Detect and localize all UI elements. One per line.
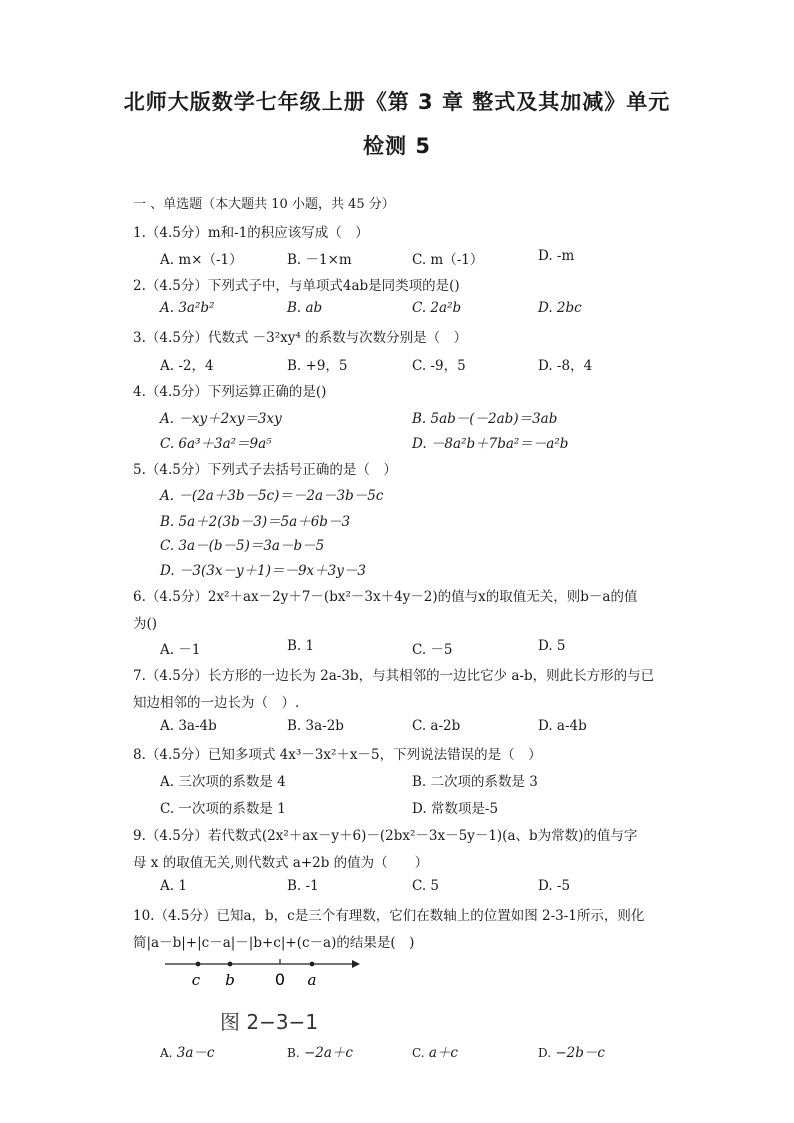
question-4-stem: 4.（4.5分）下列运算正确的是() [133, 384, 327, 400]
point-b-label: b [225, 971, 235, 989]
point-b-dot [228, 962, 233, 967]
question-10-option-b[interactable] [287, 1041, 353, 1061]
point-a-dot [310, 962, 315, 967]
question-7-option-d[interactable]: D. a-4b [538, 718, 587, 734]
question-4-option-c[interactable]: C. 6a³＋3a²＝9a⁵ [160, 436, 272, 452]
question-10-option-d[interactable] [538, 1041, 605, 1061]
question-3-option-c[interactable]: C. -9，5 [412, 358, 466, 374]
question-5-option-a[interactable]: A. －(2a＋3b－5c)＝－2a－3b－5c [160, 488, 384, 504]
question-9-option-b[interactable]: B. -1 [287, 878, 319, 894]
question-10-stem: 10.（4.5分）已知a，b，c是三个有理数，它们在数轴上的位置如图 2-3-1所示，则化 [133, 908, 645, 924]
question-7-stem: 7.（4.5分）长方形的一边长为 2a-3b，与其相邻的一边比它少 a-b，则此长方形的与已 [133, 668, 655, 684]
page-title-line-2: 检测 5 [363, 134, 431, 158]
question-6-stem-cont: 为() [133, 616, 158, 632]
question-8-option-c[interactable]: C. 一次项的系数是 1 [160, 801, 286, 817]
question-1-option-d[interactable]: D. -m [538, 248, 575, 264]
option-letter: A. [160, 1046, 173, 1060]
question-6-option-a[interactable]: A. －1 [160, 642, 201, 658]
figure-caption: 图 2−3−1 [220, 1010, 319, 1034]
question-6-option-c[interactable]: C. －5 [412, 642, 453, 658]
number-line-arrow [352, 960, 360, 968]
question-9-option-d[interactable]: D. -5 [538, 878, 571, 894]
question-10-stem-cont: 简|a－b|+|c－a|－|b+c|+(c－a)的结果是( ) [133, 935, 415, 951]
question-8-option-a[interactable]: A. 三次项的系数是 4 [160, 774, 286, 790]
option-expression: a＋c [428, 1045, 458, 1061]
question-2-option-b[interactable]: B. ab [287, 300, 323, 316]
question-10-option-a[interactable] [160, 1041, 214, 1061]
question-9-stem-cont: 母 x 的取值无关,则代数式 a+2b 的值为（ ） [133, 855, 429, 871]
question-1-option-a[interactable]: A. m×（-1） [160, 252, 243, 268]
question-3-option-b[interactable]: B. +9，5 [287, 358, 348, 374]
section-header: 一 、单选题（本大题共 10 小题，共 45 分） [133, 197, 395, 212]
question-8-stem: 8.（4.5分）已知多项式 4x³－3x²＋x－5，下列说法错误的是（ ） [133, 747, 542, 763]
question-3-option-a[interactable]: A. -2，4 [160, 358, 214, 374]
page-title-line-1: 北师大版数学七年级上册《第 3 章 整式及其加减》单元 [123, 90, 671, 114]
option-expression: −2b－c [555, 1045, 605, 1061]
question-8-option-b[interactable]: B. 二次项的系数是 3 [412, 774, 538, 790]
question-6-stem: 6.（4.5分）2x²＋ax－2y＋7－(bx²－3x＋4y－2)的值与x的取值无关，则b－a的值 [133, 589, 638, 605]
question-10-option-c[interactable] [412, 1041, 458, 1061]
question-7-stem-cont: 知边相邻的一边长为（ ）. [133, 695, 300, 711]
origin-label: 0 [274, 970, 286, 989]
question-2-option-d[interactable]: D. 2bc [538, 300, 582, 316]
question-9-option-a[interactable]: A. 1 [160, 878, 187, 894]
question-2-stem: 2.（4.5分）下列式子中，与单项式4ab是同类项的是() [133, 278, 460, 294]
option-expression: −2a＋c [303, 1045, 353, 1061]
question-8-option-d[interactable]: D. 常数项是-5 [412, 801, 499, 817]
question-9-option-c[interactable]: C. 5 [412, 878, 440, 894]
option-letter: D. [538, 1046, 552, 1060]
question-7-option-b[interactable]: B. 3a-2b [287, 718, 344, 734]
point-c-label: c [191, 971, 201, 989]
number-line-figure [160, 955, 370, 995]
question-5-option-b[interactable]: B. 5a＋2(3b－3)＝5a＋6b－3 [160, 514, 351, 530]
question-1-option-b[interactable]: B. －1×m [287, 252, 352, 268]
question-5-stem: 5.（4.5分）下列式子去括号正确的是（ ） [133, 462, 397, 478]
question-6-option-b[interactable]: B. 1 [287, 638, 315, 654]
point-c-dot [196, 962, 201, 967]
question-7-option-a[interactable]: A. 3a-4b [160, 718, 217, 734]
question-1-stem: 1.（4.5分）m和-1的积应该写成（ ） [133, 225, 369, 241]
question-5-option-c[interactable]: C. 3a－(b－5)＝3a－b－5 [160, 538, 325, 554]
option-letter: C. [412, 1046, 425, 1060]
question-2-option-a[interactable]: A. 3a²b² [160, 300, 215, 316]
question-4-option-a[interactable]: A. －xy＋2xy＝3xy [160, 411, 282, 427]
question-7-option-c[interactable]: C. a-2b [412, 718, 461, 734]
question-9-stem: 9.（4.5分）若代数式(2x²＋ax－y＋6)－(2bx²－3x－5y－1)(a、b为常数)的值与字 [133, 828, 638, 844]
option-letter: B. [287, 1046, 300, 1060]
question-6-option-d[interactable]: D. 5 [538, 638, 566, 654]
question-4-option-b[interactable]: B. 5ab－(－2ab)＝3ab [412, 411, 558, 427]
question-5-option-d[interactable]: D. －3(3x－y＋1)＝－9x＋3y－3 [160, 563, 366, 579]
question-3-option-d[interactable]: D. -8，4 [538, 358, 593, 374]
option-expression: 3a－c [176, 1045, 215, 1061]
point-a-label: a [307, 971, 317, 989]
question-2-option-c[interactable]: C. 2a²b [412, 300, 462, 316]
question-4-option-d[interactable]: D. －8a²b＋7ba²＝－a²b [412, 436, 569, 452]
question-3-stem: 3.（4.5分）代数式 －3²xy⁴ 的系数与次数分别是（ ） [133, 330, 468, 346]
question-1-option-c[interactable]: C. m（-1） [412, 252, 484, 268]
